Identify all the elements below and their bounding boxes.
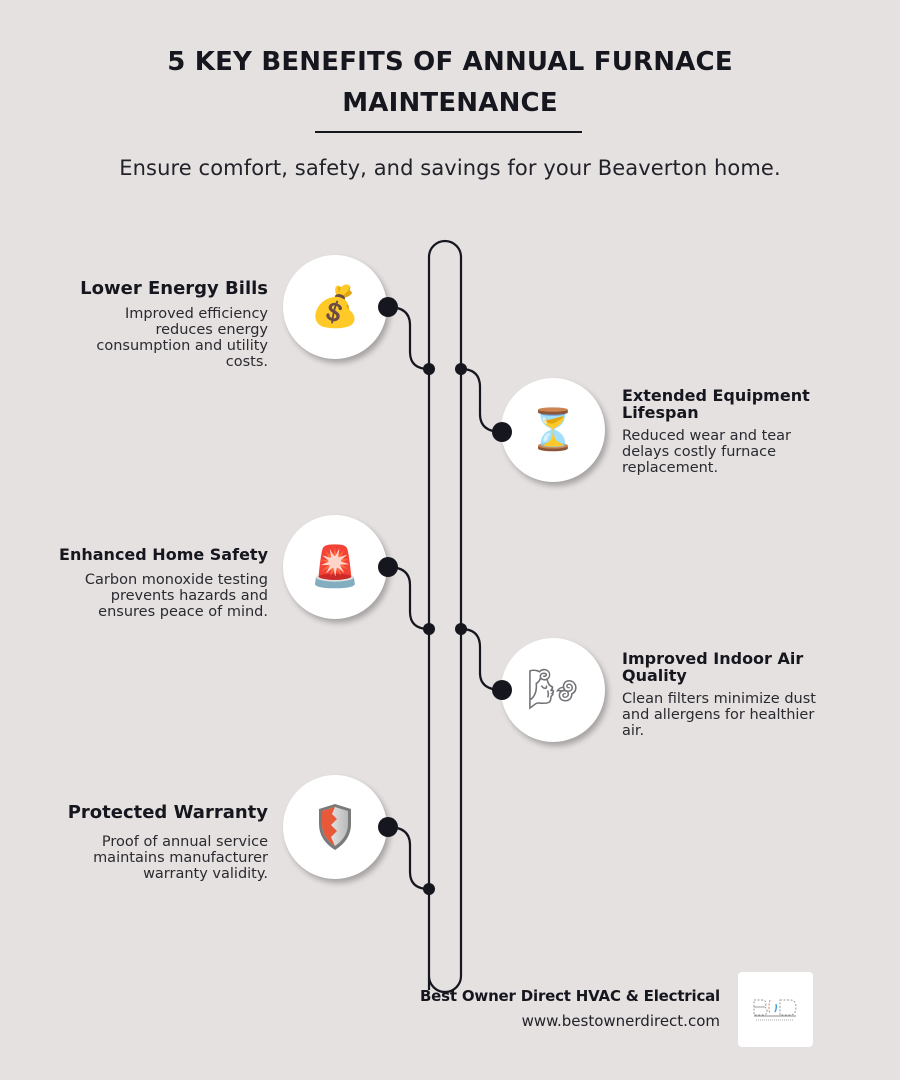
desc-line: replacement. bbox=[622, 460, 719, 476]
company-logo bbox=[738, 972, 813, 1047]
company-name: Best Owner Direct HVAC & Electrical bbox=[419, 987, 720, 1005]
desc-line: air. bbox=[622, 723, 645, 739]
title-line-1: 5 KEY BENEFITS OF ANNUAL FURNACE bbox=[167, 47, 733, 77]
desc-line: maintains manufacturer bbox=[93, 850, 268, 866]
benefit-title: Enhanced Home Safety bbox=[59, 545, 268, 564]
desc-line: delays costly furnace bbox=[622, 444, 777, 460]
money-bag-icon: 💰 bbox=[310, 285, 360, 329]
desc-line: Proof of annual service bbox=[101, 834, 268, 850]
title-line: Extended Equipment bbox=[622, 386, 810, 405]
benefit-title: Lower Energy Bills bbox=[80, 278, 268, 299]
connector-dot bbox=[492, 680, 512, 700]
desc-line: Reduced wear and tear bbox=[622, 428, 792, 444]
hourglass-icon: ⏳ bbox=[528, 408, 578, 452]
title-line-2: MAINTENANCE bbox=[342, 88, 558, 118]
desc-line: Improved efficiency bbox=[124, 306, 268, 322]
title-line: Improved Indoor Air bbox=[622, 649, 804, 668]
company-website-link[interactable]: www.bestownerdirect.com bbox=[521, 1012, 720, 1030]
desc-line: reduces energy bbox=[155, 322, 268, 338]
logo-icon bbox=[750, 994, 802, 1026]
desc-line: and allergens for healthier bbox=[622, 707, 815, 723]
desc-line: warranty validity. bbox=[143, 866, 268, 882]
connector-dot bbox=[378, 817, 398, 837]
subtitle: Ensure comfort, safety, and savings for your Beaverton home. bbox=[119, 156, 781, 180]
title-line: Quality bbox=[622, 666, 687, 685]
connector-dot bbox=[378, 557, 398, 577]
desc-line: Carbon monoxide testing bbox=[84, 572, 268, 588]
connector-dot bbox=[492, 422, 512, 442]
rotating-light-icon: 🚨 bbox=[310, 545, 360, 589]
desc-line: prevents hazards and bbox=[110, 588, 268, 604]
desc-line: costs. bbox=[225, 354, 268, 370]
connector-dot bbox=[378, 297, 398, 317]
desc-line: ensures peace of mind. bbox=[98, 604, 268, 620]
title-line: Lifespan bbox=[622, 403, 699, 422]
benefit-title: Protected Warranty bbox=[67, 802, 268, 823]
desc-line: consumption and utility bbox=[96, 338, 268, 354]
wind-face-icon: 🌬 bbox=[527, 668, 579, 712]
desc-line: Clean filters minimize dust bbox=[622, 691, 816, 707]
